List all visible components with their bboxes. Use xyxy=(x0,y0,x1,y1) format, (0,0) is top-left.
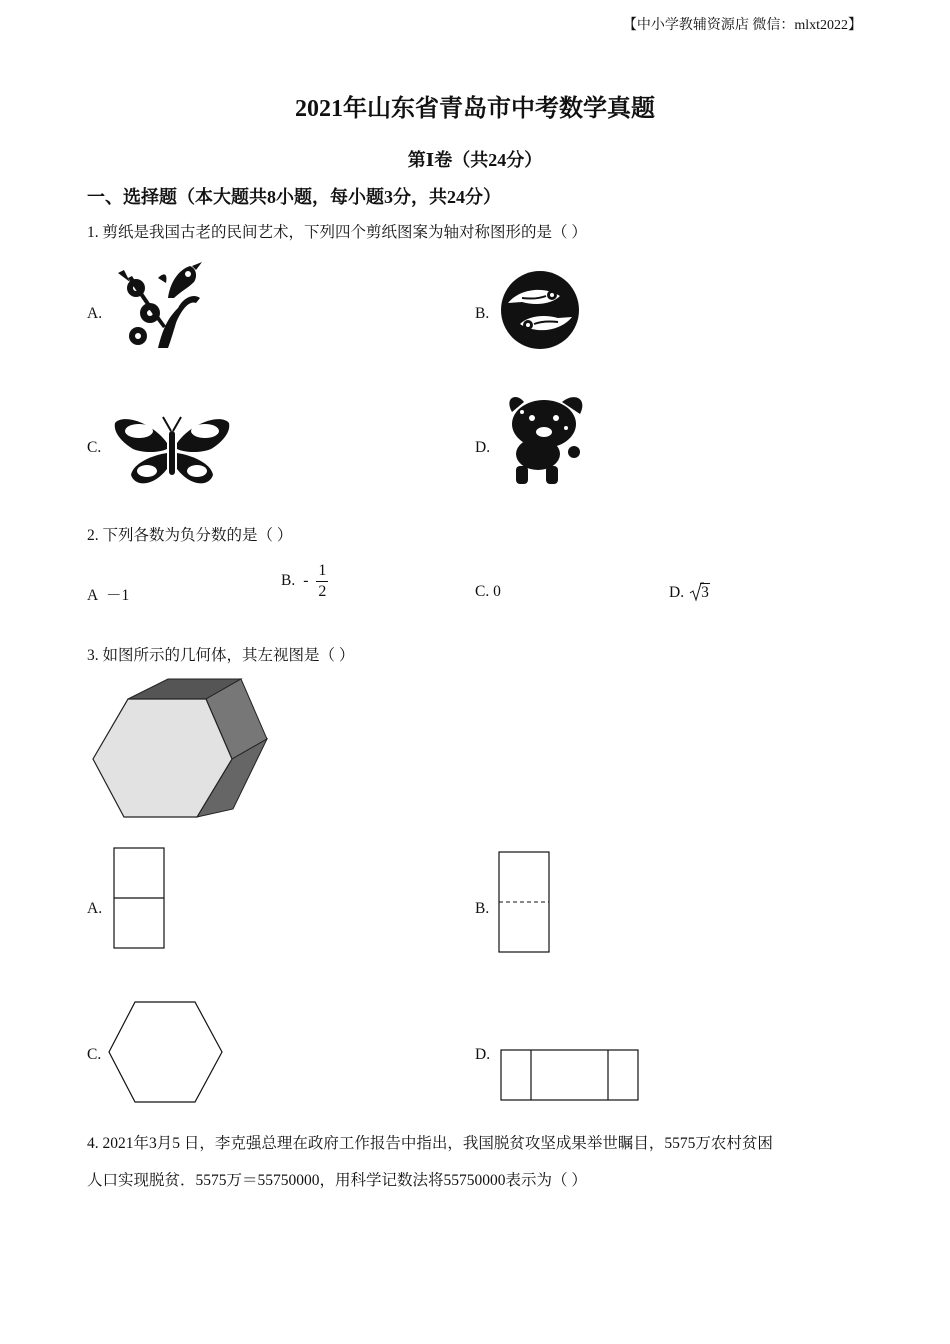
q3-option-b-label: B. xyxy=(475,900,490,917)
q2-option-b-label: B. xyxy=(281,572,296,589)
q2-stem: 2. 下列各数为负分数的是（ ） xyxy=(87,527,293,544)
q1-option-d-label: D. xyxy=(475,439,491,456)
q2-option-d-sqrt xyxy=(690,583,710,602)
q3-option-b-figure xyxy=(498,851,552,955)
sqrt-sign-icon xyxy=(690,582,702,602)
q2-option-b-denominator: 2 xyxy=(318,582,327,600)
q2-option-b-sign: - xyxy=(303,572,309,589)
q1-option-c-label: C. xyxy=(87,439,102,456)
q1-option-b-label: B. xyxy=(475,305,490,322)
page-title: 2021年山东省青岛市中考数学真题 xyxy=(295,96,655,122)
part-subtitle: 第Ⅰ卷（共24分） xyxy=(407,150,543,170)
q2-option-c-value: 0 xyxy=(493,583,501,600)
q3-option-a-figure xyxy=(113,847,167,951)
q2-option-c-label: C. xyxy=(475,583,490,600)
papercut-pig-icon xyxy=(502,392,590,492)
q3-option-c-label: C. xyxy=(87,1046,102,1063)
q1-option-a-label: A. xyxy=(87,305,103,322)
papercut-double-fish-icon xyxy=(500,268,580,352)
q2-option-d-radicand: 3 xyxy=(701,584,709,601)
q1-stem: 1. 剪纸是我国古老的民间艺术，下列四个剪纸图案为轴对称图形的是（ ） xyxy=(87,224,587,241)
q3-option-a-label: A. xyxy=(87,900,103,917)
q2-option-c xyxy=(475,583,501,601)
q2-option-d-label: D. xyxy=(669,583,685,601)
q2-option-a-label: A xyxy=(87,587,99,604)
q2-option-a-value: －1 xyxy=(105,587,130,604)
q2-option-a xyxy=(87,583,129,605)
q3-option-c-figure xyxy=(107,1000,225,1106)
q2-option-b xyxy=(281,556,328,606)
section-heading: 一、选择题（本大题共8小题，每小题3分，共24分） xyxy=(87,187,501,207)
q2-option-b-fraction xyxy=(316,561,328,602)
q3-stem: 3. 如图所示的几何体，其左视图是（ ） xyxy=(87,647,355,664)
header-watermark: 【中小学教辅资源店 微信：mlxt2022】 xyxy=(622,18,862,33)
q2-option-b-numerator: 1 xyxy=(316,561,328,582)
q4-stem-line-2: 人口实现脱贫．5575万＝55750000，用科学记数法将55750000表示为（ ） xyxy=(87,1172,587,1189)
q3-option-d-label: D. xyxy=(475,1046,491,1063)
papercut-butterfly-icon xyxy=(113,413,231,491)
hexagonal-prism-figure xyxy=(88,675,273,825)
papercut-bird-plum-icon xyxy=(108,258,208,353)
q2-option-d xyxy=(669,583,710,602)
q4-stem-line-1: 4. 2021年3月5 日，李克强总理在政府工作报告中指出，我国脱贫攻坚成果举世瞩目，5575万农村贫困 xyxy=(87,1135,773,1152)
q3-option-d-figure xyxy=(500,1049,642,1105)
